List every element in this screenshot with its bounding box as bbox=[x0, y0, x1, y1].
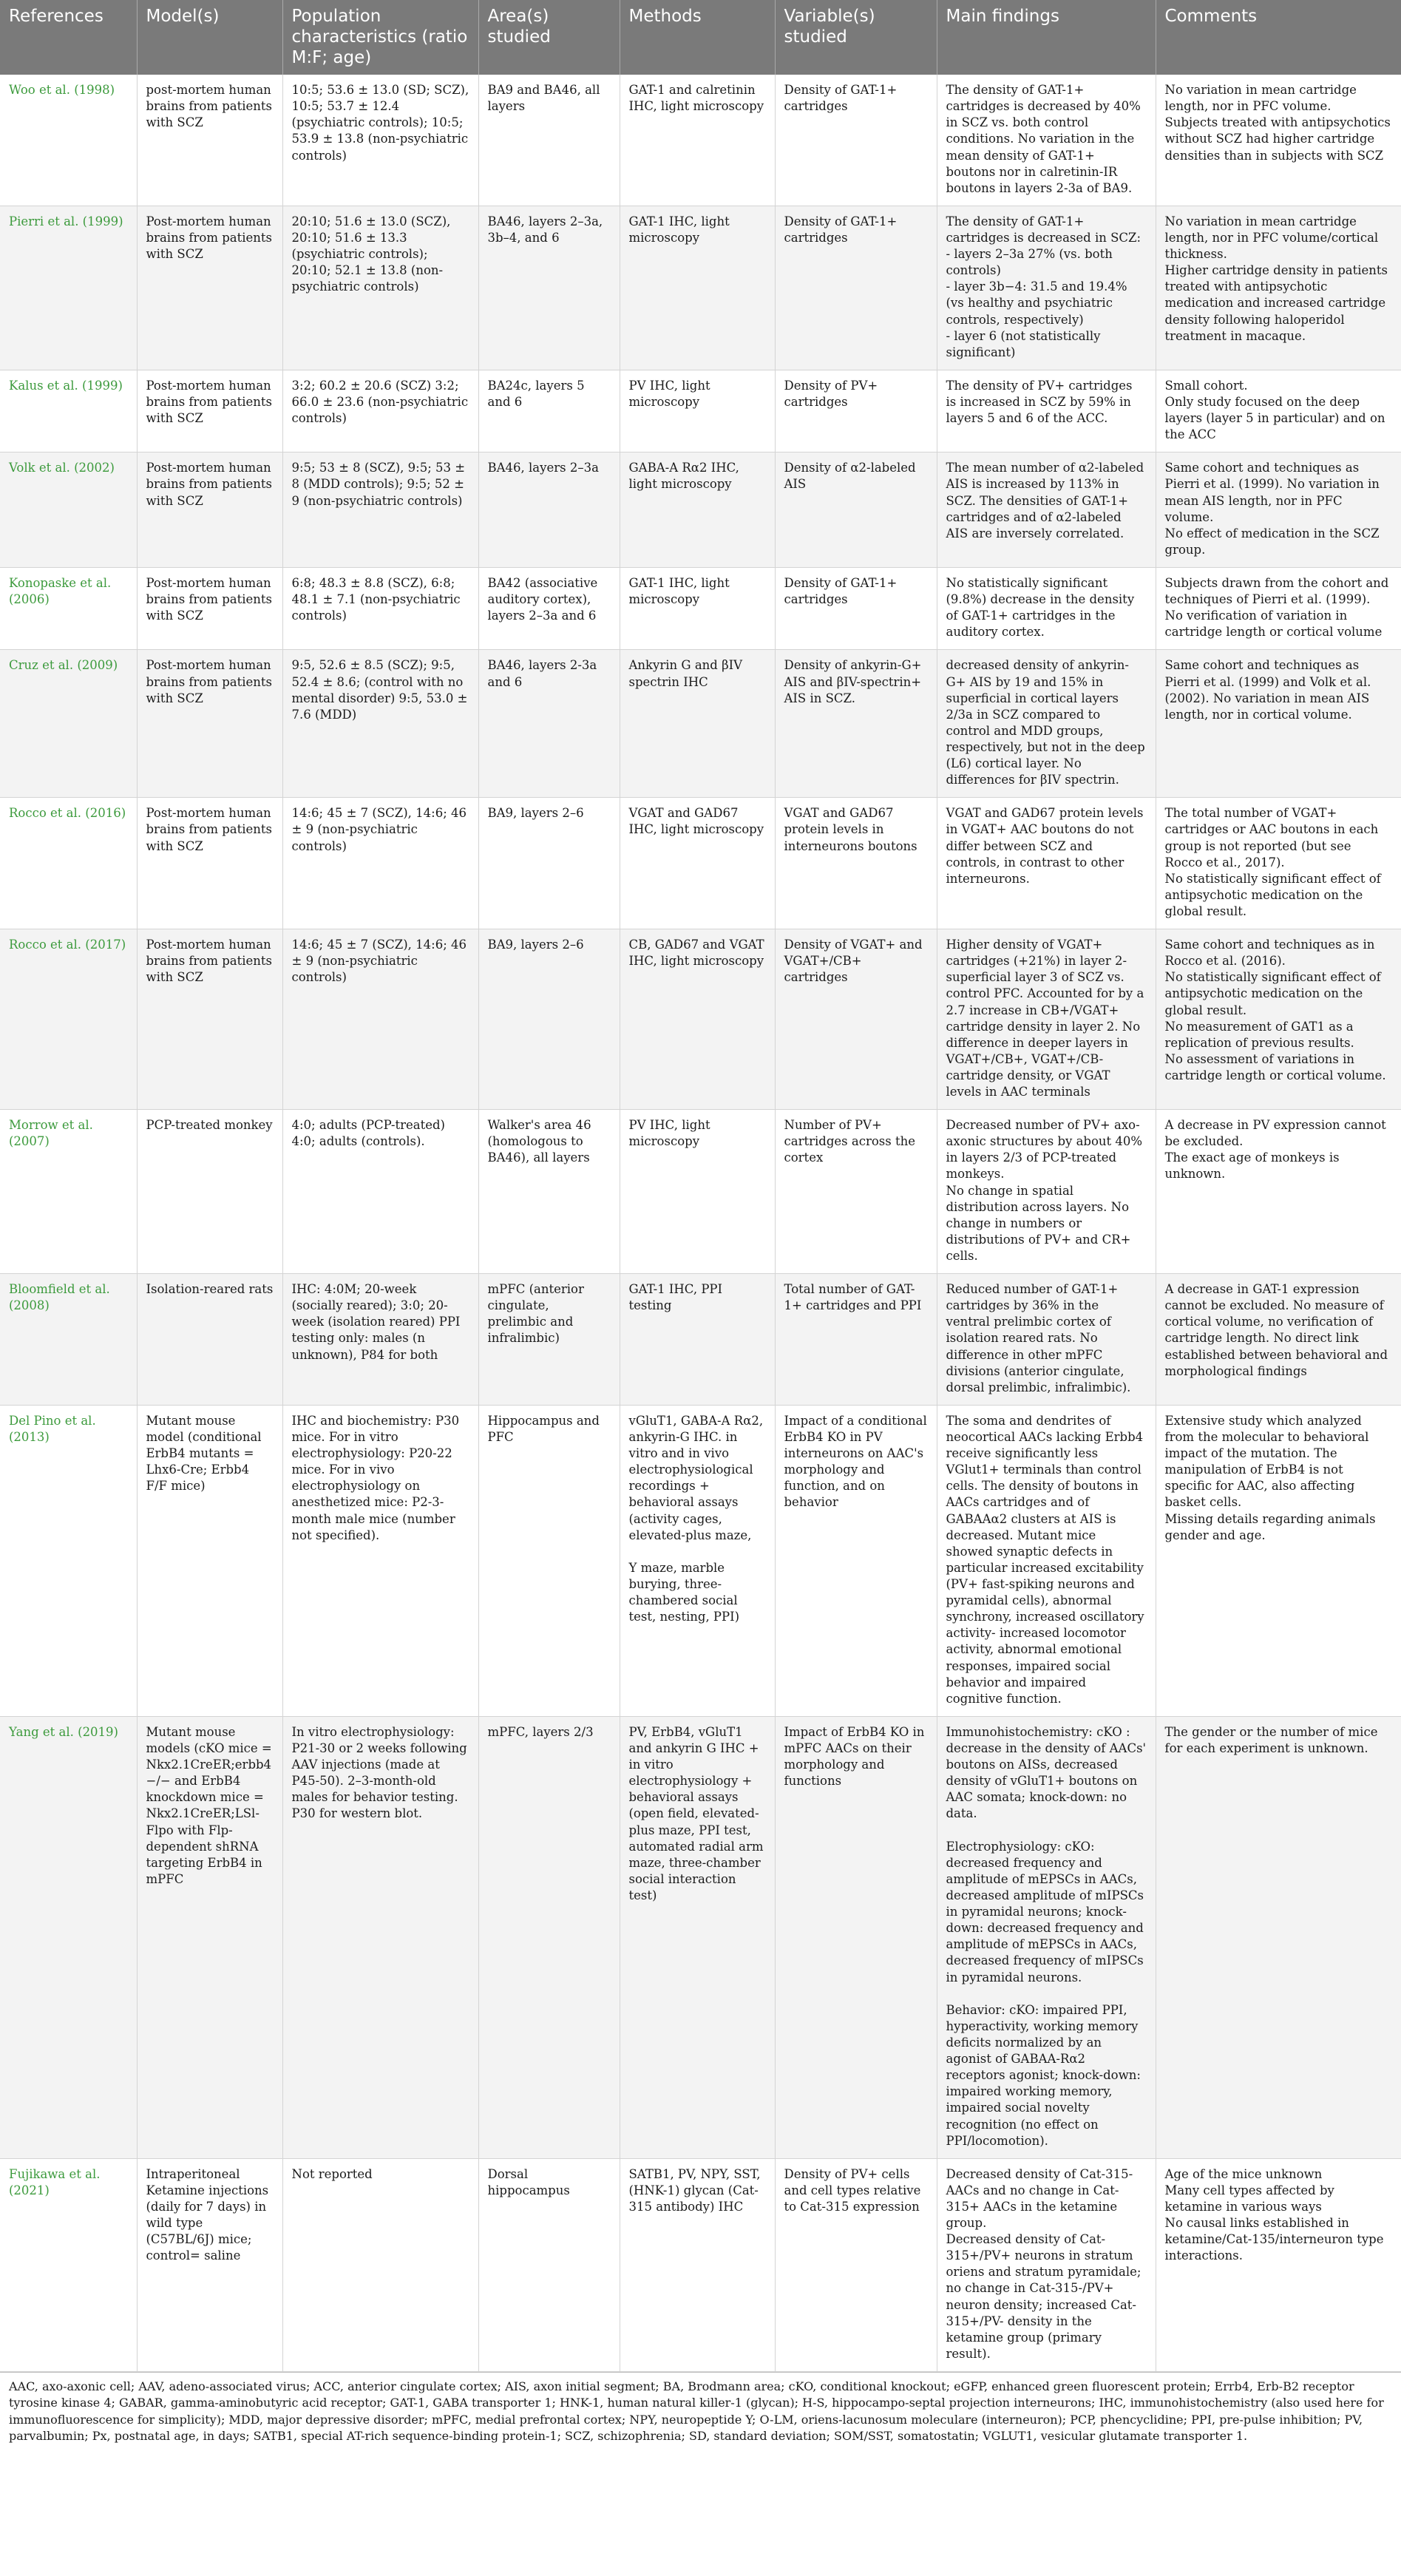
header-comments: Comments bbox=[1156, 0, 1401, 75]
header-areas: Area(s) studied bbox=[478, 0, 620, 75]
population-cell: In vitro electrophysiology: P21-30 or 2 weeks following AAV injections (made at P45-50). 2–3-month-old males for behavior testing. P30 for western blot. bbox=[282, 1716, 478, 2158]
variables-cell: Density of α2-labeled AIS bbox=[775, 453, 937, 568]
comments-cell: Extensive study which analyzed from the molecular to behavioral impact of the mutation. The manipulation of ErbB4 is not specific for AAC, also affecting basket cells. Missing details regarding animals gender and age. bbox=[1156, 1405, 1401, 1716]
population-cell: 10:5; 53.6 ± 13.0 (SD; SCZ), 10:5; 53.7 ± 12.4 (psychiatric controls); 10:5; 53.9 ± 13.8 (non-psychiatric controls) bbox=[282, 75, 478, 206]
findings-cell: decreased density of ankyrin-G+ AIS by 19 and 15% in superficial in cortical layers 2/3a in SCZ compared to control and MDD groups, respectively, but not in the deep (L6) cortical layer. No differences for βIV spectrin. bbox=[937, 650, 1156, 798]
reference-cell: Rocco et al. (2016) bbox=[0, 798, 137, 929]
reference-cell: Morrow et al. (2007) bbox=[0, 1110, 137, 1274]
area-cell: BA9 and BA46, all layers bbox=[478, 75, 620, 206]
reference-cell: Woo et al. (1998) bbox=[0, 75, 137, 206]
area-cell: Hippocampus and PFC bbox=[478, 1405, 620, 1716]
population-cell: 20:10; 51.6 ± 13.0 (SCZ), 20:10; 51.6 ± 13.3 (psychiatric controls); 20:10; 52.1 ± 13.8 (non-psychiatric controls) bbox=[282, 206, 478, 370]
variables-cell: Density of PV+ cartridges bbox=[775, 370, 937, 452]
population-cell: Not reported bbox=[282, 2158, 478, 2371]
area-cell: BA46, layers 2–3a, 3b–4, and 6 bbox=[478, 206, 620, 370]
variables-cell: Density of VGAT+ and VGAT+/CB+ cartridges bbox=[775, 929, 937, 1110]
methods-cell: PV, ErbB4, vGluT1 and ankyrin G IHC + in vitro electrophysiology + behavioral assays (open field, elevated-plus maze, PPI test, automated radial arm maze, three-chamber social interaction test) bbox=[620, 1716, 775, 2158]
findings-cell: Decreased number of PV+ axo-axonic structures by about 40% in layers 2/3 of PCP-treated monkeys. No change in spatial distribution across layers. No change in numbers or distributions of PV+ and CR+ cells. bbox=[937, 1110, 1156, 1274]
reference-cell: Cruz et al. (2009) bbox=[0, 650, 137, 798]
header-main-findings: Main findings bbox=[937, 0, 1156, 75]
reference-cell: Volk et al. (2002) bbox=[0, 453, 137, 568]
header-variables: Variable(s) studied bbox=[775, 0, 937, 75]
findings-cell: The mean number of α2-labeled AIS is increased by 113% in SCZ. The densities of GAT-1+ cartridges and of α2-labeled AIS are inversely correlated. bbox=[937, 453, 1156, 568]
table-row bbox=[0, 567, 1401, 649]
population-cell: 14:6; 45 ± 7 (SCZ), 14:6; 46 ± 9 (non-psychiatric controls) bbox=[282, 929, 478, 1110]
variables-cell: Impact of a conditional ErbB4 KO in PV interneurons on AAC's morphology and function, and on behavior bbox=[775, 1405, 937, 1716]
comments-cell: Small cohort. Only study focused on the deep layers (layer 5 in particular) and on the ACC bbox=[1156, 370, 1401, 452]
methods-cell: SATB1, PV, NPY, SST, (HNK-1) glycan (Cat-315 antibody) IHC bbox=[620, 2158, 775, 2371]
variables-cell: Density of GAT-1+ cartridges bbox=[775, 567, 937, 649]
model-cell: Post-mortem human brains from patients with SCZ bbox=[137, 206, 282, 370]
variables-cell: Number of PV+ cartridges across the cortex bbox=[775, 1110, 937, 1274]
findings-cell: Higher density of VGAT+ cartridges (+21%) in layer 2-superficial layer 3 of SCZ vs. control PFC. Accounted for by a 2.7 increase in CB+/VGAT+ cartridge density in layer 2. No difference in deeper layers in VGAT+/CB+, VGAT+/CB- cartridge density, or VGAT levels in AAC terminals bbox=[937, 929, 1156, 1110]
area-cell: BA46, layers 2-3a and 6 bbox=[478, 650, 620, 798]
header-models: Model(s) bbox=[137, 0, 282, 75]
methods-cell: GAT-1 and calretinin IHC, light microscopy bbox=[620, 75, 775, 206]
table-row bbox=[0, 1405, 1401, 1716]
model-cell: Post-mortem human brains from patients with SCZ bbox=[137, 650, 282, 798]
model-cell: Mutant mouse model (conditional ErbB4 mutants = Lhx6-Cre; Erbb4 F/F mice) bbox=[137, 1405, 282, 1716]
population-cell: 3:2; 60.2 ± 20.6 (SCZ) 3:2; 66.0 ± 23.6 (non-psychiatric controls) bbox=[282, 370, 478, 452]
table-row bbox=[0, 75, 1401, 206]
reference-cell: Pierri et al. (1999) bbox=[0, 206, 137, 370]
area-cell: mPFC, layers 2/3 bbox=[478, 1716, 620, 2158]
population-cell: 4:0; adults (PCP-treated) 4:0; adults (controls). bbox=[282, 1110, 478, 1274]
population-cell: 6:8; 48.3 ± 8.8 (SCZ), 6:8; 48.1 ± 7.1 (non-psychiatric controls) bbox=[282, 567, 478, 649]
area-cell: BA42 (associative auditory cortex), layers 2–3a and 6 bbox=[478, 567, 620, 649]
model-cell: PCP-treated monkey bbox=[137, 1110, 282, 1274]
findings-cell: Reduced number of GAT-1+ cartridges by 36% in the ventral prelimbic cortex of isolation reared rats. No difference in other mPFC divisions (anterior cingulate, dorsal prelimbic, infralimbic). bbox=[937, 1274, 1156, 1406]
header-population: Population characteristics (ratio M:F; age) bbox=[282, 0, 478, 75]
methods-cell: GABA-A Rα2 IHC, light microscopy bbox=[620, 453, 775, 568]
table-row bbox=[0, 1274, 1401, 1406]
methods-cell: GAT-1 IHC, light microscopy bbox=[620, 567, 775, 649]
model-cell: Mutant mouse models (cKO mice = Nkx2.1CreER;erbb4−/− and ErbB4 knockdown mice = Nkx2.1CreER;LSl-Flpo with Flp-dependent shRNA targeting ErbB4 in mPFC bbox=[137, 1716, 282, 2158]
comments-cell: Age of the mice unknown Many cell types affected by ketamine in various ways No causal links established in ketamine/Cat-135/interneuron type interactions. bbox=[1156, 2158, 1401, 2371]
variables-cell: Impact of ErbB4 KO in mPFC AACs on their morphology and functions bbox=[775, 1716, 937, 2158]
table-row bbox=[0, 929, 1401, 1110]
findings-cell: No statistically significant (9.8%) decrease in the density of GAT-1+ cartridges in the auditory cortex. bbox=[937, 567, 1156, 649]
table-row bbox=[0, 453, 1401, 568]
methods-cell: Ankyrin G and βIV spectrin IHC bbox=[620, 650, 775, 798]
table-row bbox=[0, 1110, 1401, 1274]
area-cell: BA9, layers 2–6 bbox=[478, 798, 620, 929]
reference-cell: Fujikawa et al. (2021) bbox=[0, 2158, 137, 2371]
comments-cell: No variation in mean cartridge length, nor in PFC volume. Subjects treated with antipsychotics without SCZ had higher cartridge densities than in subjects with SCZ bbox=[1156, 75, 1401, 206]
population-cell: IHC and biochemistry: P30 mice. For in vitro electrophysiology: P20-22 mice. For in vivo electrophysiology on anesthetized mice: P2-3-month male mice (number not specified). bbox=[282, 1405, 478, 1716]
reference-cell: Konopaske et al. (2006) bbox=[0, 567, 137, 649]
comments-cell: No variation in mean cartridge length, nor in PFC volume/cortical thickness. Higher cartridge density in patients treated with antipsychotic medication and increased cartridge density following haloperidol treatment in macaque. bbox=[1156, 206, 1401, 370]
area-cell: Dorsal hippocampus bbox=[478, 2158, 620, 2371]
comments-cell: Same cohort and techniques as Pierri et al. (1999). No variation in mean AIS length, nor in PFC volume. No effect of medication in the SCZ group. bbox=[1156, 453, 1401, 568]
table-row bbox=[0, 1716, 1401, 2158]
header-references: References bbox=[0, 0, 137, 75]
findings-cell: The soma and dendrites of neocortical AACs lacking Erbb4 receive significantly less VGlut1+ terminals than control cells. The density of boutons in AACs cartridges and of GABAAα2 clusters at AIS is decreased. Mutant mice showed synaptic defects in particular increased excitability (PV+ fast-spiking neurons and pyramidal cells), abnormal synchrony, increased oscillatory activity- increased locomotor activity, abnormal emotional responses, impaired social behavior and impaired cognitive function. bbox=[937, 1405, 1156, 1716]
findings-cell: The density of GAT-1+ cartridges is decreased in SCZ: - layers 2–3a 27% (vs. both controls) - layer 3b−4: 31.5 and 19.4% (vs healthy and psychiatric controls, respectively) - layer 6 (not statistically significant) bbox=[937, 206, 1156, 370]
methods-cell: GAT-1 IHC, PPI testing bbox=[620, 1274, 775, 1406]
model-cell: post-mortem human brains from patients with SCZ bbox=[137, 75, 282, 206]
findings-cell: VGAT and GAD67 protein levels in VGAT+ AAC boutons do not differ between SCZ and controls, in contrast to other interneurons. bbox=[937, 798, 1156, 929]
variables-cell: Total number of GAT-1+ cartridges and PPI bbox=[775, 1274, 937, 1406]
findings-cell: The density of GAT-1+ cartridges is decreased by 40% in SCZ vs. both control conditions. No variation in the mean density of GAT-1+ boutons nor in calretinin-IR boutons in layers 2-3a of BA9. bbox=[937, 75, 1156, 206]
abbreviations-footnote: AAC, axo-axonic cell; AAV, adeno-associated virus; ACC, anterior cingulate cortex; AIS, axon initial segment; BA, Brodmann area; cKO, conditional knockout; eGFP, enhanced green fluorescent protein; Errb4, Erb-B2 receptor tyrosine kinase 4; GABAR, gamma-aminobutyric acid receptor; GAT-1, GABA transporter 1; HNK-1, human natural killer-1 (glycan); H-S, hippocampo-septal projection interneurons; IHC, immunohistochemistry (also used here for immunofluorescence for simplicity); MDD, major depressive disorder; mPFC, medial prefrontal cortex; NPY, neuropeptide Y; O-LM, oriens-lacunosum moleculare (interneuron); PCP, phencyclidine; PPI, pre-pulse inhibition; PV, parvalbumin; Px, postnatal age, in days; SATB1, special AT-rich sequence-binding protein-1; SCZ, schizophrenia; SD, standard deviation; SOM/SST, somatostatin; VGLUT1, vesicular glutamate transporter 1. bbox=[0, 2372, 1401, 2445]
comments-cell: The gender or the number of mice for each experiment is unknown. bbox=[1156, 1716, 1401, 2158]
methods-cell: vGluT1, GABA-A Rα2, ankyrin-G IHC. in vitro and in vivo electrophysiological recordings + behavioral assays (activity cages, elevated-plus maze, Y maze, marble burying, three-chambered social test, nesting, PPI) bbox=[620, 1405, 775, 1716]
model-cell: Intraperitoneal Ketamine injections (daily for 7 days) in wild type (C57BL/6J) mice; control= saline bbox=[137, 2158, 282, 2371]
comments-cell: A decrease in PV expression cannot be excluded. The exact age of monkeys is unknown. bbox=[1156, 1110, 1401, 1274]
reference-cell: Yang et al. (2019) bbox=[0, 1716, 137, 2158]
variables-cell: Density of GAT-1+ cartridges bbox=[775, 75, 937, 206]
reference-cell: Del Pino et al. (2013) bbox=[0, 1405, 137, 1716]
comments-cell: A decrease in GAT-1 expression cannot be excluded. No measure of cortical volume, no verification of cartridge length. No direct link established between behavioral and morphological findings bbox=[1156, 1274, 1401, 1406]
table-row bbox=[0, 650, 1401, 798]
variables-cell: VGAT and GAD67 protein levels in interneurons boutons bbox=[775, 798, 937, 929]
variables-cell: Density of ankyrin-G+ AIS and βIV-spectrin+ AIS in SCZ. bbox=[775, 650, 937, 798]
variables-cell: Density of GAT-1+ cartridges bbox=[775, 206, 937, 370]
findings-cell: Immunohistochemistry: cKO : decrease in the density of AACs' boutons on AISs, decreased density of vGluT1+ boutons on AAC somata; knock-down: no data. Electrophysiology: cKO: decreased frequency and amplitude of mEPSCs in AACs, decreased amplitude of mIPSCs in pyramidal neurons; knock-down: decreased frequency and amplitude of mEPSCs in AACs, decreased frequency of mIPSCs in pyramidal neurons. Behavior: cKO: impaired PPI, hyperactivity, working memory deficits normalized by an agonist of GABAA-Rα2 receptors agonist; knock-down: impaired working memory, impaired social novelty recognition (no effect on PPI/locomotion). bbox=[937, 1716, 1156, 2158]
table-row bbox=[0, 798, 1401, 929]
model-cell: Post-mortem human brains from patients with SCZ bbox=[137, 798, 282, 929]
area-cell: BA9, layers 2–6 bbox=[478, 929, 620, 1110]
findings-cell: The density of PV+ cartridges is increased in SCZ by 59% in layers 5 and 6 of the ACC. bbox=[937, 370, 1156, 452]
table-row bbox=[0, 370, 1401, 452]
methods-cell: CB, GAD67 and VGAT IHC, light microscopy bbox=[620, 929, 775, 1110]
findings-cell: Decreased density of Cat-315-AACs and no change in Cat-315+ AACs in the ketamine group. Decreased density of Cat-315+/PV+ neurons in stratum oriens and stratum pyramidale; no change in Cat-315-/PV+ neuron density; increased Cat-315+/PV- density in the ketamine group (primary result). bbox=[937, 2158, 1156, 2371]
area-cell: mPFC (anterior cingulate, prelimbic and infralimbic) bbox=[478, 1274, 620, 1406]
methods-cell: PV IHC, light microscopy bbox=[620, 1110, 775, 1274]
header-methods: Methods bbox=[620, 0, 775, 75]
population-cell: IHC: 4:0M; 20-week (socially reared); 3:0; 20-week (isolation reared) PPI testing only: males (n unknown), P84 for both bbox=[282, 1274, 478, 1406]
population-cell: 14:6; 45 ± 7 (SCZ), 14:6; 46 ± 9 (non-psychiatric controls) bbox=[282, 798, 478, 929]
area-cell: Walker's area 46 (homologous to BA46), all layers bbox=[478, 1110, 620, 1274]
model-cell: Post-mortem human brains from patients with SCZ bbox=[137, 567, 282, 649]
model-cell: Post-mortem human brains from patients with SCZ bbox=[137, 929, 282, 1110]
methods-cell: GAT-1 IHC, light microscopy bbox=[620, 206, 775, 370]
comments-cell: The total number of VGAT+ cartridges or AAC boutons in each group is not reported (but see Rocco et al., 2017). No statistically significant effect of antipsychotic medication on the global result. bbox=[1156, 798, 1401, 929]
area-cell: BA46, layers 2–3a bbox=[478, 453, 620, 568]
model-cell: Post-mortem human brains from patients with SCZ bbox=[137, 453, 282, 568]
population-cell: 9:5; 53 ± 8 (SCZ), 9:5; 53 ± 8 (MDD controls); 9:5; 52 ± 9 (non-psychiatric controls) bbox=[282, 453, 478, 568]
reference-cell: Rocco et al. (2017) bbox=[0, 929, 137, 1110]
methods-cell: VGAT and GAD67 IHC, light microscopy bbox=[620, 798, 775, 929]
methods-cell: PV IHC, light microscopy bbox=[620, 370, 775, 452]
comments-cell: Same cohort and techniques as Pierri et al. (1999) and Volk et al. (2002). No variation in mean AIS length, nor in cortical volume. bbox=[1156, 650, 1401, 798]
model-cell: Post-mortem human brains from patients with SCZ bbox=[137, 370, 282, 452]
header-row bbox=[0, 0, 1401, 75]
reference-cell: Bloomfield et al. (2008) bbox=[0, 1274, 137, 1406]
comments-cell: Subjects drawn from the cohort and techniques of Pierri et al. (1999). No verification of variation in cartridge length or cortical volume bbox=[1156, 567, 1401, 649]
area-cell: BA24c, layers 5 and 6 bbox=[478, 370, 620, 452]
population-cell: 9:5, 52.6 ± 8.5 (SCZ); 9:5, 52.4 ± 8.6; (control with no mental disorder) 9:5, 53.0 ± 7.6 (MDD) bbox=[282, 650, 478, 798]
reference-cell: Kalus et al. (1999) bbox=[0, 370, 137, 452]
table-row bbox=[0, 2158, 1401, 2371]
variables-cell: Density of PV+ cells and cell types relative to Cat-315 expression bbox=[775, 2158, 937, 2371]
comments-cell: Same cohort and techniques as in Rocco et al. (2016). No statistically significant effect of antipsychotic medication on the global result. No measurement of GAT1 as a replication of previous results. No assessment of variations in cartridge length or cortical volume. bbox=[1156, 929, 1401, 1110]
model-cell: Isolation-reared rats bbox=[137, 1274, 282, 1406]
table-row bbox=[0, 206, 1401, 370]
